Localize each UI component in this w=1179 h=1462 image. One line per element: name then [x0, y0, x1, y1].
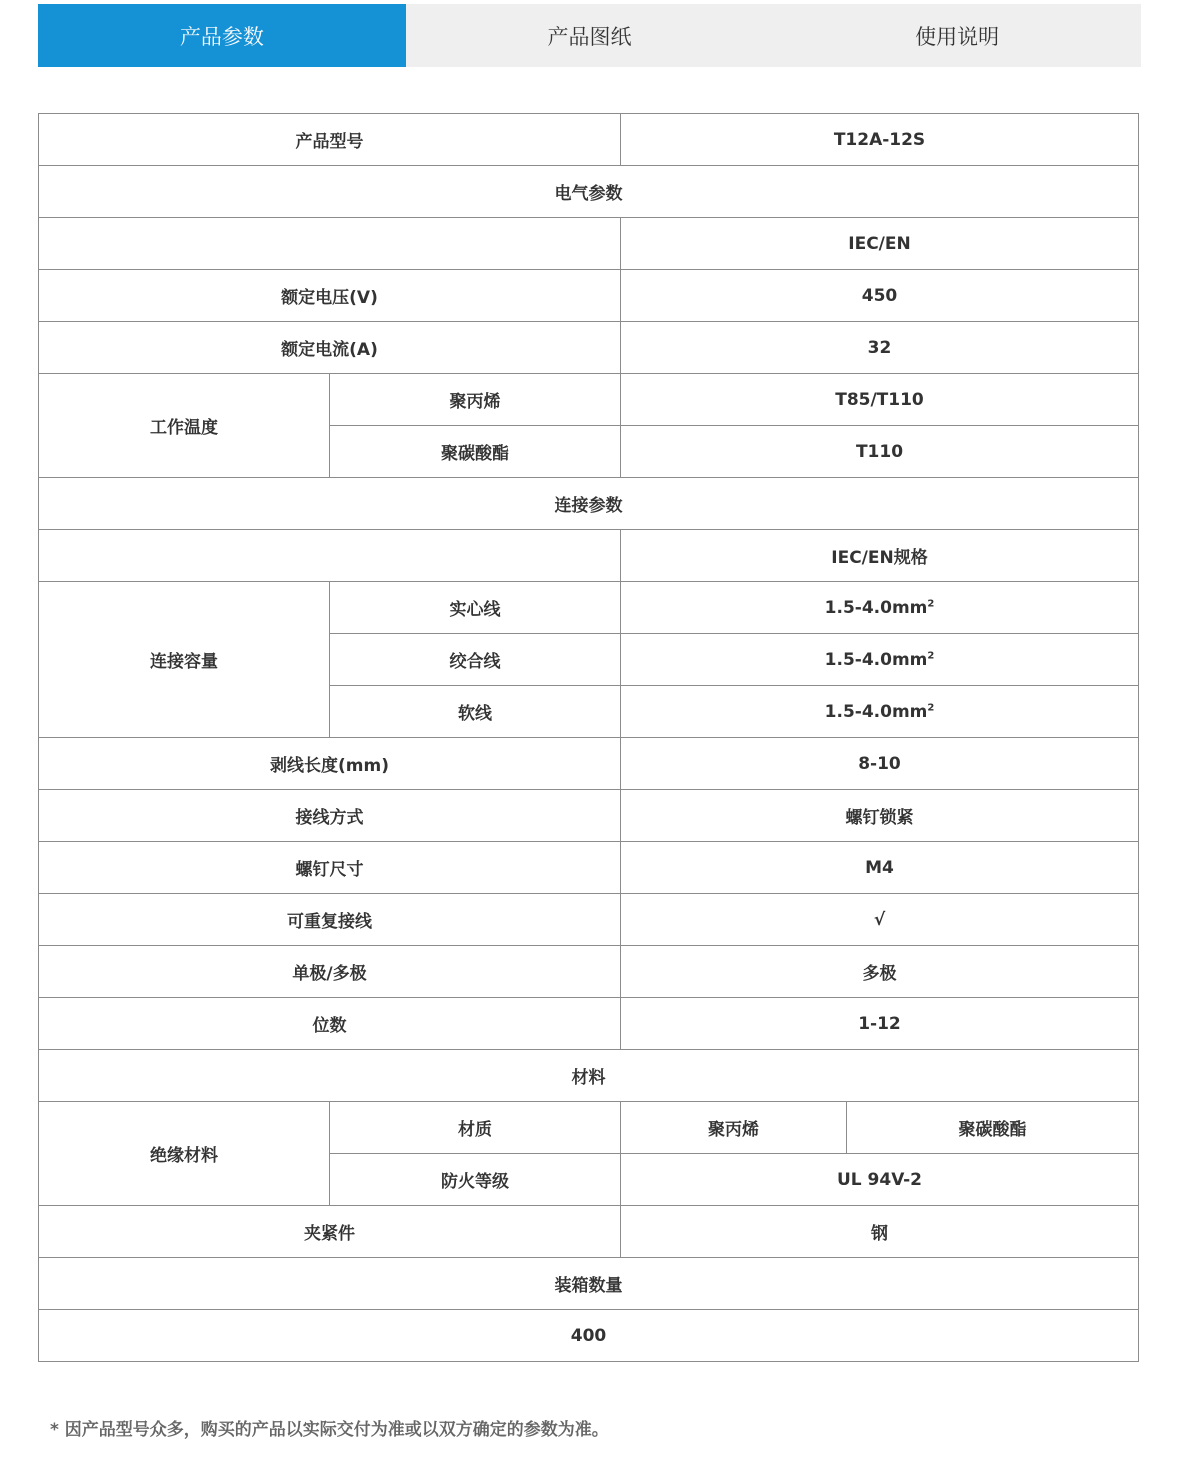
wiring-method-label: 接线方式 — [39, 790, 621, 842]
table-row — [39, 842, 1139, 894]
tab-product-parameters[interactable]: 产品参数 — [38, 4, 406, 67]
spec-table — [38, 113, 1139, 1362]
rewireable-label: 可重复接线 — [39, 894, 621, 946]
footnote: * 因产品型号众多，购买的产品以实际交付为准或以双方确定的参数为准。 — [50, 1420, 609, 1440]
fire-rating-label: 防火等级 — [330, 1154, 621, 1206]
strip-length-value: 8-10 — [621, 738, 1139, 790]
solid-label: 实心线 — [330, 582, 621, 634]
solid-value: $1.5-4.0mm^2$ — [621, 582, 1139, 634]
table-row — [39, 218, 1139, 270]
pp-value: T85/T110 — [621, 374, 1139, 426]
table-row — [39, 166, 1139, 218]
capacity-label: 连接容量 — [39, 582, 330, 738]
table-row — [39, 270, 1139, 322]
stranded-label: 绞合线 — [330, 634, 621, 686]
table-row — [39, 894, 1139, 946]
rated-current-label: 额定电流(A) — [39, 322, 621, 374]
screw-size-label: 螺钉尺寸 — [39, 842, 621, 894]
pc-label: 聚碳酸酯 — [330, 426, 621, 478]
pole-label: 单极/多极 — [39, 946, 621, 998]
flexible-value: $1.5-4.0mm^2$ — [621, 686, 1139, 738]
positions-label: 位数 — [39, 998, 621, 1050]
tab-product-drawings[interactable]: 产品图纸 — [547, 24, 632, 49]
pp-label: 聚丙烯 — [330, 374, 621, 426]
model-label: 产品型号 — [39, 114, 621, 166]
rated-voltage-value: 450 — [621, 270, 1139, 322]
table-row — [39, 738, 1139, 790]
positions-value: 1-12 — [621, 998, 1139, 1050]
clamp-label: 夹紧件 — [39, 1206, 621, 1258]
wiring-method-value: 螺钉锁紧 — [621, 790, 1139, 842]
table-row — [39, 114, 1139, 166]
section-packing: 装箱数量 — [39, 1258, 1139, 1310]
table-row — [39, 582, 1139, 634]
spec-header: IEC/EN规格 — [621, 530, 1139, 582]
fire-rating-value: UL 94V-2 — [621, 1154, 1139, 1206]
rated-current-value: 32 — [621, 322, 1139, 374]
screw-size-value: M4 — [621, 842, 1139, 894]
flexible-label: 软线 — [330, 686, 621, 738]
empty-cell — [39, 530, 621, 582]
table-row — [39, 322, 1139, 374]
insulation-label: 绝缘材料 — [39, 1102, 330, 1206]
table-row — [39, 1206, 1139, 1258]
stranded-value: $1.5-4.0mm^2$ — [621, 634, 1139, 686]
standard-header: IEC/EN — [621, 218, 1139, 270]
packing-value: 400 — [39, 1310, 1139, 1362]
table-row — [39, 1310, 1139, 1362]
table-row — [39, 1102, 1139, 1154]
pole-value: 多极 — [621, 946, 1139, 998]
table-row — [39, 1050, 1139, 1102]
section-electrical: 电气参数 — [39, 166, 1139, 218]
tab-instructions[interactable]: 使用说明 — [915, 24, 1000, 49]
model-value: T12A-12S — [621, 114, 1139, 166]
table-row — [39, 946, 1139, 998]
table-row — [39, 374, 1139, 426]
strip-length-label: 剥线长度(mm) — [39, 738, 621, 790]
rewireable-value: √ — [621, 894, 1139, 946]
table-row — [39, 998, 1139, 1050]
table-row — [39, 478, 1139, 530]
table-row — [39, 1258, 1139, 1310]
material-pp: 聚丙烯 — [621, 1102, 847, 1154]
tab-bar — [38, 4, 1141, 67]
table-row — [39, 790, 1139, 842]
material-label: 材质 — [330, 1102, 621, 1154]
working-temp-label: 工作温度 — [39, 374, 330, 478]
section-connection: 连接参数 — [39, 478, 1139, 530]
rated-voltage-label: 额定电压(V) — [39, 270, 621, 322]
pc-value: T110 — [621, 426, 1139, 478]
clamp-value: 钢 — [621, 1206, 1139, 1258]
table-row — [39, 530, 1139, 582]
section-material: 材料 — [39, 1050, 1139, 1102]
material-pc: 聚碳酸酯 — [847, 1102, 1139, 1154]
empty-cell — [39, 218, 621, 270]
